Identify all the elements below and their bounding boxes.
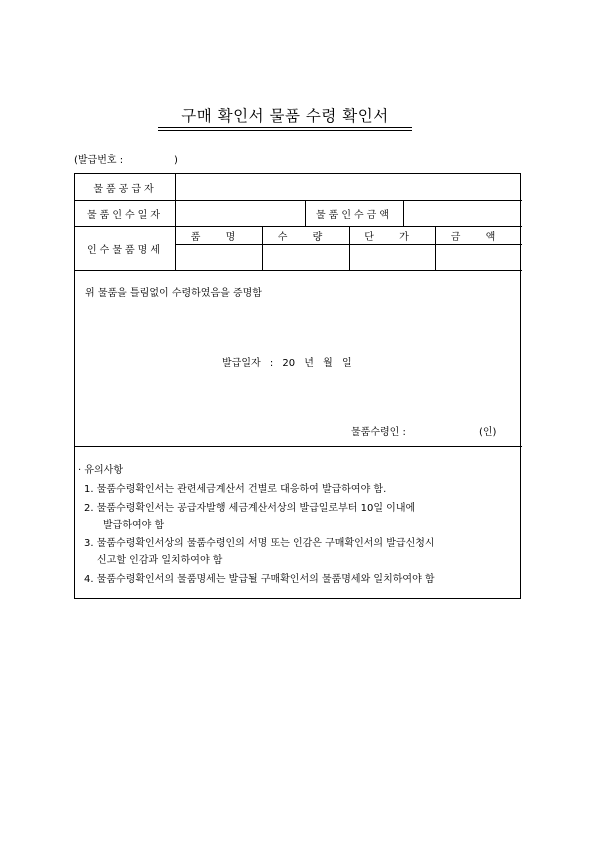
note-item: 발급하여야 함	[103, 520, 165, 531]
supplier-label: 물품공급자	[93, 183, 157, 195]
quantity-field[interactable]	[263, 245, 348, 269]
note-item: 2. 물품수령확인서는 공급자발행 세금계산서상의 발급일로부터 10일 이내에	[84, 503, 416, 514]
receiver-label: 물품수령인 :	[351, 427, 406, 438]
seal-mark: (인)	[479, 427, 497, 438]
issue-number	[74, 151, 178, 166]
issue-date: 발급일자 : 20 년 월 일	[222, 358, 352, 369]
confirmation-form	[74, 173, 521, 599]
item-name-field[interactable]	[176, 245, 261, 269]
certification-statement: 위 물품을 틀림없이 수령하였음을 증명함	[85, 288, 262, 299]
receipt-date-label: 물품인수일자	[87, 209, 163, 221]
note-item: 신고할 인감과 일치하여야 함	[97, 555, 223, 566]
note-item: 1. 물품수령확인서는 관련세금계산서 건별로 대응하여 발급하여야 함.	[84, 484, 387, 495]
title-underline-second	[158, 130, 412, 131]
note-item: 3. 물품수령확인서상의 물품수령인의 서명 또는 인감은 구매확인서의 발급신청시	[84, 538, 435, 549]
note-item: 4. 물품수령확인서의 물품명세는 발급될 구매확인서의 물품명세와 일치하여야 함	[84, 574, 435, 585]
issue-number-label: (발급번호 :	[74, 155, 124, 166]
receipt-date-field[interactable]	[176, 201, 304, 225]
receipt-amount-label: 물품인수금액	[316, 209, 392, 221]
title-underline	[158, 127, 412, 128]
issue-number-close: )	[173, 155, 178, 166]
supplier-field[interactable]	[176, 175, 521, 199]
page-title: 구매 확인서 물품 수령 확인서	[181, 107, 389, 125]
unit-price-field[interactable]	[350, 245, 434, 269]
row-divider	[75, 270, 522, 271]
col-amount: 금 액	[450, 231, 507, 243]
col-quantity: 수 량	[277, 231, 334, 243]
row-divider	[75, 446, 522, 447]
col-unit-price: 단 가	[364, 231, 420, 243]
items-label: 인수물품명세	[87, 244, 163, 256]
notes-title: · 유의사항	[78, 465, 123, 476]
receipt-amount-field[interactable]	[404, 201, 521, 225]
amount-field[interactable]	[436, 245, 521, 269]
col-item-name: 품 명	[190, 231, 247, 243]
